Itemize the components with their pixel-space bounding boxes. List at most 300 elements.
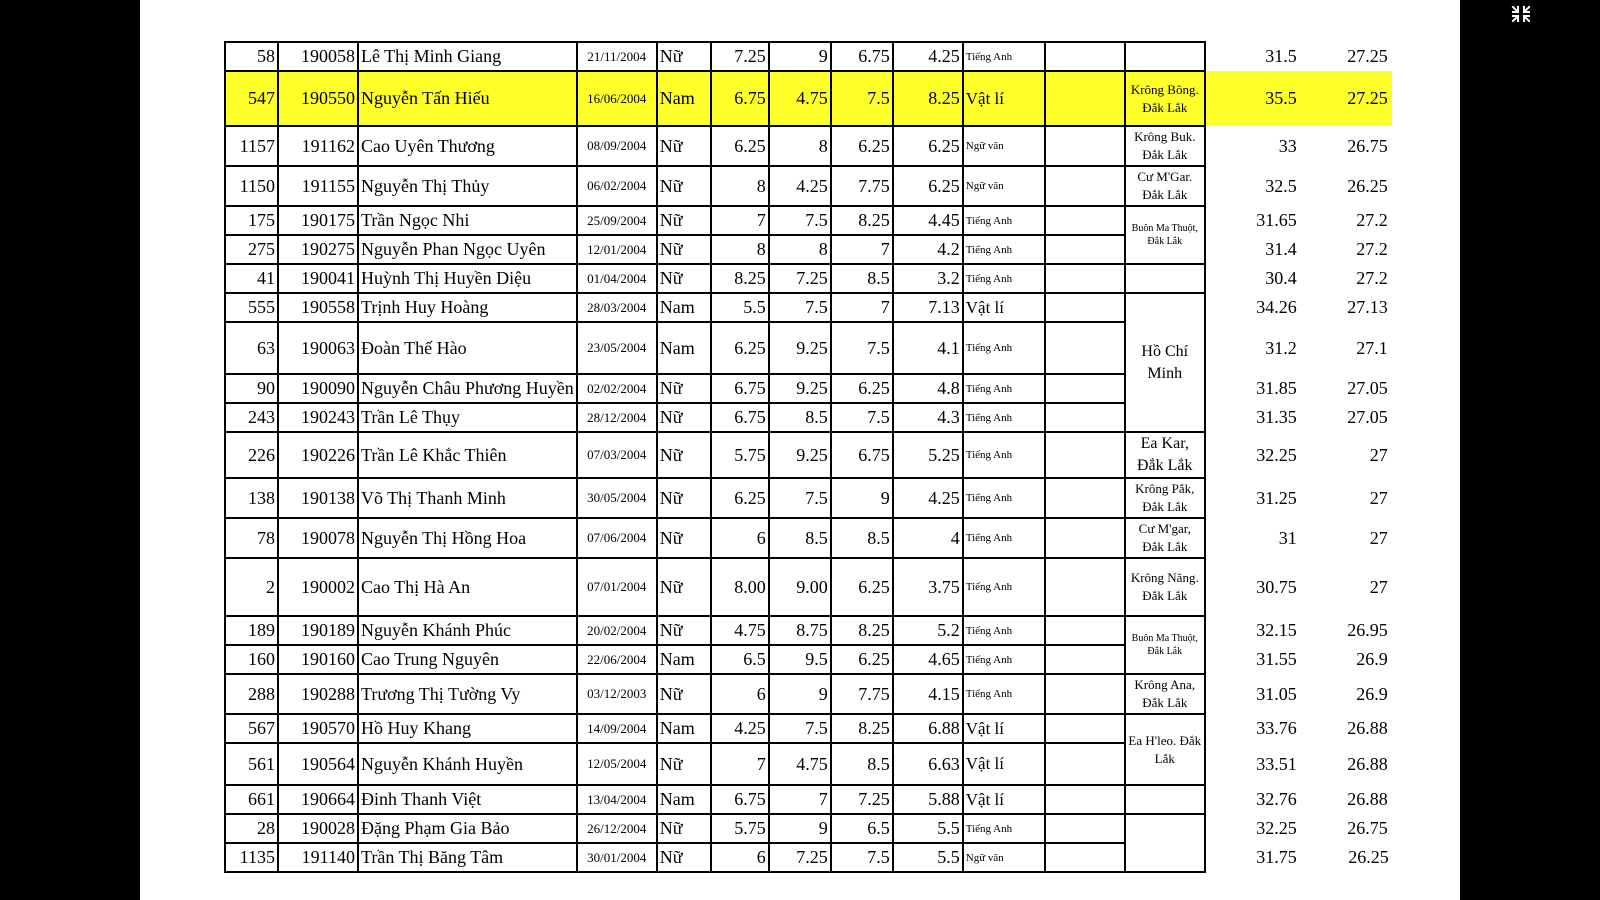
student-name-cell: Lê Thị Minh Giang bbox=[358, 42, 577, 71]
student-name-cell: Trần Lê Thụy bbox=[358, 403, 577, 432]
hometown-cell: Krông Năng. Đắk Lắk bbox=[1125, 558, 1205, 616]
table-row bbox=[225, 264, 1393, 293]
note-cell bbox=[1045, 206, 1125, 235]
rank-cell: 1150 bbox=[225, 166, 278, 206]
student-name-cell: Nguyễn Thị Hồng Hoa bbox=[358, 518, 577, 558]
student-name-cell: Đinh Thanh Việt bbox=[358, 785, 577, 814]
elective-subject-cell: Tiếng Anh bbox=[963, 518, 1045, 558]
gender-cell: Nữ bbox=[657, 206, 711, 235]
hometown-cell bbox=[1125, 814, 1205, 872]
table-row bbox=[225, 674, 1393, 714]
score-1-cell: 8 bbox=[711, 235, 769, 264]
elective-subject-cell: Tiếng Anh bbox=[963, 645, 1045, 674]
average-score-cell: 26.25 bbox=[1347, 175, 1388, 196]
table-row bbox=[225, 293, 1393, 322]
score-3-cell: 6.25 bbox=[831, 374, 893, 403]
birth-date-cell: 12/01/2004 bbox=[577, 235, 657, 264]
table-row bbox=[225, 616, 1393, 645]
score-1-cell: 6.25 bbox=[711, 478, 769, 518]
score-4-cell: 4.25 bbox=[893, 42, 963, 71]
student-id-cell: 190058 bbox=[278, 42, 358, 71]
average-score-cell: 27.25 bbox=[1315, 71, 1393, 126]
score-3-cell: 7.5 bbox=[831, 843, 893, 872]
score-1-cell: 6.5 bbox=[711, 645, 769, 674]
score-2-cell: 9.25 bbox=[769, 374, 831, 403]
rank-cell: 243 bbox=[225, 403, 278, 432]
score-1-cell: 7 bbox=[711, 206, 769, 235]
elective-subject-cell: Vật lí bbox=[963, 743, 1045, 785]
score-2-cell: 9 bbox=[769, 674, 831, 714]
score-3-cell: 6.75 bbox=[831, 432, 893, 478]
score-3-cell: 8.5 bbox=[831, 264, 893, 293]
score-1-cell: 6.75 bbox=[711, 403, 769, 432]
table-row bbox=[225, 432, 1393, 478]
student-name-cell: Võ Thị Thanh Minh bbox=[358, 478, 577, 518]
score-3-cell: 7.5 bbox=[831, 322, 893, 374]
student-name-cell: Nguyễn Khánh Huyền bbox=[358, 743, 577, 785]
average-score-cell: 27.05 bbox=[1347, 407, 1388, 427]
note-cell bbox=[1045, 374, 1125, 403]
total-score-cell: 31.4 bbox=[1205, 235, 1315, 264]
note-cell bbox=[1045, 478, 1125, 518]
rank-cell: 661 bbox=[225, 785, 278, 814]
student-name-cell: Nguyễn Tấn Hiếu bbox=[358, 71, 577, 126]
score-3-cell: 7.75 bbox=[831, 166, 893, 206]
total-score-cell: 32.76 bbox=[1205, 785, 1315, 814]
gender-cell: Nam bbox=[657, 645, 711, 674]
student-name-cell: Nguyễn Châu Phương Huyền bbox=[358, 374, 577, 403]
gender-cell: Nữ bbox=[657, 843, 711, 872]
total-score-cell: 31.65 bbox=[1205, 206, 1315, 235]
birth-date-cell: 03/12/2003 bbox=[577, 674, 657, 714]
gender-cell: Nữ bbox=[657, 42, 711, 71]
student-id-cell: 191162 bbox=[278, 126, 358, 166]
score-2-cell: 9 bbox=[769, 814, 831, 843]
student-name-cell: Cao Uyên Thương bbox=[358, 126, 577, 166]
rank-cell: 138 bbox=[225, 478, 278, 518]
student-id-cell: 190558 bbox=[278, 293, 358, 322]
total-score-cell: 31.05 bbox=[1205, 674, 1315, 714]
rank-cell: 547 bbox=[225, 71, 278, 126]
score-1-cell: 5.5 bbox=[711, 293, 769, 322]
student-id-cell: 190002 bbox=[278, 558, 358, 616]
table-row bbox=[225, 42, 1393, 71]
elective-subject-cell: Vật lí bbox=[963, 714, 1045, 743]
table-row bbox=[225, 785, 1393, 814]
rank-cell: 28 bbox=[225, 814, 278, 843]
average-score-cell: 26.9 bbox=[1356, 683, 1388, 704]
elective-subject-cell: Vật lí bbox=[963, 293, 1045, 322]
gender-cell: Nữ bbox=[657, 235, 711, 264]
table-row bbox=[225, 206, 1393, 235]
table-row bbox=[225, 403, 1393, 432]
note-cell bbox=[1045, 322, 1125, 374]
score-1-cell: 6.75 bbox=[711, 785, 769, 814]
student-id-cell: 191155 bbox=[278, 166, 358, 206]
student-name-cell: Đặng Phạm Gia Bảo bbox=[358, 814, 577, 843]
hometown-cell: Cư M'Gar. Đắk Lắk bbox=[1125, 166, 1205, 206]
elective-subject-cell: Tiếng Anh bbox=[963, 616, 1045, 645]
score-3-cell: 7.5 bbox=[831, 71, 893, 126]
table-row bbox=[225, 714, 1393, 743]
gender-cell: Nữ bbox=[657, 126, 711, 166]
gender-cell: Nữ bbox=[657, 616, 711, 645]
results-table bbox=[224, 41, 1394, 873]
rank-cell: 90 bbox=[225, 374, 278, 403]
total-score-cell: 32.15 bbox=[1205, 616, 1315, 645]
elective-subject-cell: Tiếng Anh bbox=[963, 478, 1045, 518]
score-1-cell: 8.00 bbox=[711, 558, 769, 616]
average-score-cell: 26.75 bbox=[1347, 818, 1388, 838]
score-2-cell: 7.25 bbox=[769, 264, 831, 293]
rank-cell: 63 bbox=[225, 322, 278, 374]
hometown-cell bbox=[1125, 785, 1205, 814]
note-cell bbox=[1045, 71, 1125, 126]
average-score-cell: 26.9 bbox=[1356, 649, 1388, 669]
total-score-cell: 32.25 bbox=[1205, 432, 1315, 478]
hometown-cell bbox=[1125, 42, 1205, 71]
note-cell bbox=[1045, 616, 1125, 645]
score-2-cell: 7.5 bbox=[769, 206, 831, 235]
score-2-cell: 4.25 bbox=[769, 166, 831, 206]
rank-cell: 555 bbox=[225, 293, 278, 322]
birth-date-cell: 28/03/2004 bbox=[577, 293, 657, 322]
birth-date-cell: 07/01/2004 bbox=[577, 558, 657, 616]
rank-cell: 1157 bbox=[225, 126, 278, 166]
average-score-cell: 26.88 bbox=[1347, 789, 1388, 809]
birth-date-cell: 01/04/2004 bbox=[577, 264, 657, 293]
average-score-cell: 27.13 bbox=[1347, 297, 1388, 317]
document-page bbox=[140, 0, 1460, 900]
hometown-cell: Cư M'gar, Đắk Lắk bbox=[1125, 518, 1205, 558]
score-4-cell: 4.2 bbox=[893, 235, 963, 264]
elective-subject-cell: Vật lí bbox=[963, 71, 1045, 126]
score-2-cell: 8.75 bbox=[769, 616, 831, 645]
student-name-cell: Hồ Huy Khang bbox=[358, 714, 577, 743]
student-name-cell: Đoàn Thế Hào bbox=[358, 322, 577, 374]
score-4-cell: 7.13 bbox=[893, 293, 963, 322]
score-1-cell: 6 bbox=[711, 843, 769, 872]
score-3-cell: 6.25 bbox=[831, 558, 893, 616]
student-id-cell: 190028 bbox=[278, 814, 358, 843]
note-cell bbox=[1045, 785, 1125, 814]
total-score-cell: 31.55 bbox=[1205, 645, 1315, 674]
table-row bbox=[225, 814, 1393, 843]
student-id-cell: 190288 bbox=[278, 674, 358, 714]
note-cell bbox=[1045, 743, 1125, 785]
total-score-cell: 30.4 bbox=[1205, 264, 1315, 293]
note-cell bbox=[1045, 714, 1125, 743]
average-score-cell: 27 bbox=[1369, 576, 1388, 597]
table-row bbox=[225, 478, 1393, 518]
note-cell bbox=[1045, 264, 1125, 293]
total-score-cell: 30.75 bbox=[1205, 558, 1315, 616]
hometown-cell: Ea Kar, Đắk Lắk bbox=[1125, 432, 1205, 478]
total-score-cell: 33.76 bbox=[1205, 714, 1315, 743]
student-id-cell: 190041 bbox=[278, 264, 358, 293]
note-cell bbox=[1045, 843, 1125, 872]
gender-cell: Nam bbox=[657, 71, 711, 126]
score-2-cell: 8.5 bbox=[769, 403, 831, 432]
score-2-cell: 9.25 bbox=[769, 432, 831, 478]
score-4-cell: 5.25 bbox=[893, 432, 963, 478]
rank-cell: 58 bbox=[225, 42, 278, 71]
student-name-cell: Trần Ngọc Nhi bbox=[358, 206, 577, 235]
total-score-cell: 33.51 bbox=[1205, 743, 1315, 785]
student-name-cell: Huỳnh Thị Huyền Diệu bbox=[358, 264, 577, 293]
student-name-cell: Cao Trung Nguyên bbox=[358, 645, 577, 674]
score-4-cell: 4.3 bbox=[893, 403, 963, 432]
score-1-cell: 4.25 bbox=[711, 714, 769, 743]
student-name-cell: Cao Thị Hà An bbox=[358, 558, 577, 616]
average-score-cell: 26.95 bbox=[1347, 620, 1388, 640]
score-1-cell: 8.25 bbox=[711, 264, 769, 293]
student-name-cell: Trần Lê Khắc Thiên bbox=[358, 432, 577, 478]
table-row bbox=[225, 558, 1393, 616]
score-1-cell: 6.25 bbox=[711, 126, 769, 166]
table-row bbox=[225, 322, 1393, 374]
score-2-cell: 7 bbox=[769, 785, 831, 814]
table-row bbox=[225, 235, 1393, 264]
birth-date-cell: 30/01/2004 bbox=[577, 843, 657, 872]
note-cell bbox=[1045, 42, 1125, 71]
student-name-cell: Trần Thị Băng Tâm bbox=[358, 843, 577, 872]
score-4-cell: 5.5 bbox=[893, 814, 963, 843]
total-score-cell: 31.2 bbox=[1205, 322, 1315, 374]
table-row bbox=[225, 645, 1393, 674]
score-3-cell: 6.25 bbox=[831, 645, 893, 674]
score-4-cell: 3.75 bbox=[893, 558, 963, 616]
score-1-cell: 6.75 bbox=[711, 374, 769, 403]
total-score-cell: 35.5 bbox=[1205, 71, 1315, 126]
note-cell bbox=[1045, 674, 1125, 714]
score-2-cell: 8.5 bbox=[769, 518, 831, 558]
score-4-cell: 5.5 bbox=[893, 843, 963, 872]
average-score-cell: 27 bbox=[1369, 527, 1388, 548]
student-name-cell: Trương Thị Tường Vy bbox=[358, 674, 577, 714]
note-cell bbox=[1045, 166, 1125, 206]
hometown-cell: Krông Bông. Đắk Lắk bbox=[1125, 71, 1205, 126]
score-3-cell: 6.75 bbox=[831, 42, 893, 71]
note-cell bbox=[1045, 235, 1125, 264]
student-id-cell: 190226 bbox=[278, 432, 358, 478]
elective-subject-cell: Ngữ văn bbox=[963, 843, 1045, 872]
score-2-cell: 7.25 bbox=[769, 843, 831, 872]
score-4-cell: 6.25 bbox=[893, 166, 963, 206]
score-4-cell: 4.65 bbox=[893, 645, 963, 674]
score-1-cell: 4.75 bbox=[711, 616, 769, 645]
score-2-cell: 7.5 bbox=[769, 478, 831, 518]
student-id-cell: 190175 bbox=[278, 206, 358, 235]
score-1-cell: 6 bbox=[711, 674, 769, 714]
score-4-cell: 4.8 bbox=[893, 374, 963, 403]
elective-subject-cell: Tiếng Anh bbox=[963, 235, 1045, 264]
elective-subject-cell: Vật lí bbox=[963, 785, 1045, 814]
note-cell bbox=[1045, 432, 1125, 478]
birth-date-cell: 14/09/2004 bbox=[577, 714, 657, 743]
elective-subject-cell: Tiếng Anh bbox=[963, 322, 1045, 374]
student-id-cell: 190078 bbox=[278, 518, 358, 558]
note-cell bbox=[1045, 403, 1125, 432]
gender-cell: Nữ bbox=[657, 374, 711, 403]
elective-subject-cell: Ngữ văn bbox=[963, 126, 1045, 166]
score-1-cell: 8 bbox=[711, 166, 769, 206]
score-4-cell: 4.45 bbox=[893, 206, 963, 235]
score-3-cell: 8.5 bbox=[831, 518, 893, 558]
score-3-cell: 8.25 bbox=[831, 714, 893, 743]
gender-cell: Nữ bbox=[657, 264, 711, 293]
elective-subject-cell: Tiếng Anh bbox=[963, 558, 1045, 616]
score-2-cell: 8 bbox=[769, 126, 831, 166]
average-score-cell: 27.2 bbox=[1356, 239, 1388, 259]
total-score-cell: 34.26 bbox=[1205, 293, 1315, 322]
birth-date-cell: 28/12/2004 bbox=[577, 403, 657, 432]
hometown-cell: Buôn Ma Thuột, Đắk Lắk bbox=[1125, 616, 1205, 674]
score-4-cell: 8.25 bbox=[893, 71, 963, 126]
hometown-cell: Buôn Ma Thuột, Đắk Lắk bbox=[1125, 206, 1205, 264]
birth-date-cell: 23/05/2004 bbox=[577, 322, 657, 374]
gender-cell: Nữ bbox=[657, 432, 711, 478]
birth-date-cell: 13/04/2004 bbox=[577, 785, 657, 814]
note-cell bbox=[1045, 814, 1125, 843]
rank-cell: 226 bbox=[225, 432, 278, 478]
score-4-cell: 6.63 bbox=[893, 743, 963, 785]
table-row bbox=[225, 374, 1393, 403]
score-1-cell: 5.75 bbox=[711, 814, 769, 843]
score-3-cell: 8.25 bbox=[831, 616, 893, 645]
note-cell bbox=[1045, 645, 1125, 674]
gender-cell: Nữ bbox=[657, 558, 711, 616]
total-score-cell: 32.25 bbox=[1205, 814, 1315, 843]
gender-cell: Nữ bbox=[657, 743, 711, 785]
score-2-cell: 9.5 bbox=[769, 645, 831, 674]
elective-subject-cell: Tiếng Anh bbox=[963, 432, 1045, 478]
table-row bbox=[225, 166, 1393, 206]
student-id-cell: 190550 bbox=[278, 71, 358, 126]
birth-date-cell: 02/02/2004 bbox=[577, 374, 657, 403]
student-name-cell: Trịnh Huy Hoàng bbox=[358, 293, 577, 322]
score-4-cell: 6.88 bbox=[893, 714, 963, 743]
score-3-cell: 7.5 bbox=[831, 403, 893, 432]
birth-date-cell: 16/06/2004 bbox=[577, 71, 657, 126]
gender-cell: Nữ bbox=[657, 518, 711, 558]
hometown-cell: Ea H'leo. Đắk Lắk bbox=[1125, 714, 1205, 785]
score-1-cell: 6.25 bbox=[711, 322, 769, 374]
score-4-cell: 4 bbox=[893, 518, 963, 558]
elective-subject-cell: Tiếng Anh bbox=[963, 42, 1045, 71]
score-3-cell: 9 bbox=[831, 478, 893, 518]
total-score-cell: 31.25 bbox=[1205, 478, 1315, 518]
elective-subject-cell: Tiếng Anh bbox=[963, 374, 1045, 403]
note-cell bbox=[1045, 126, 1125, 166]
rank-cell: 160 bbox=[225, 645, 278, 674]
gender-cell: Nam bbox=[657, 785, 711, 814]
score-1-cell: 6.75 bbox=[711, 71, 769, 126]
score-2-cell: 4.75 bbox=[769, 743, 831, 785]
collapse-icon[interactable] bbox=[1508, 2, 1534, 26]
birth-date-cell: 25/09/2004 bbox=[577, 206, 657, 235]
student-name-cell: Nguyễn Khánh Phúc bbox=[358, 616, 577, 645]
gender-cell: Nam bbox=[657, 714, 711, 743]
elective-subject-cell: Ngữ văn bbox=[963, 166, 1045, 206]
rank-cell: 175 bbox=[225, 206, 278, 235]
score-1-cell: 5.75 bbox=[711, 432, 769, 478]
elective-subject-cell: Tiếng Anh bbox=[963, 206, 1045, 235]
table-row bbox=[225, 71, 1393, 126]
score-2-cell: 7.5 bbox=[769, 293, 831, 322]
student-id-cell: 191140 bbox=[278, 843, 358, 872]
score-3-cell: 8.5 bbox=[831, 743, 893, 785]
score-4-cell: 6.25 bbox=[893, 126, 963, 166]
note-cell bbox=[1045, 558, 1125, 616]
average-score-cell: 26.75 bbox=[1347, 135, 1388, 156]
gender-cell: Nữ bbox=[657, 403, 711, 432]
gender-cell: Nữ bbox=[657, 814, 711, 843]
birth-date-cell: 30/05/2004 bbox=[577, 478, 657, 518]
total-score-cell: 33 bbox=[1205, 126, 1315, 166]
rank-cell: 561 bbox=[225, 743, 278, 785]
gender-cell: Nam bbox=[657, 322, 711, 374]
table-row bbox=[225, 518, 1393, 558]
student-id-cell: 190160 bbox=[278, 645, 358, 674]
hometown-cell bbox=[1125, 264, 1205, 293]
score-4-cell: 4.15 bbox=[893, 674, 963, 714]
rank-cell: 78 bbox=[225, 518, 278, 558]
gender-cell: Nữ bbox=[657, 166, 711, 206]
score-1-cell: 6 bbox=[711, 518, 769, 558]
average-score-cell: 26.88 bbox=[1347, 753, 1388, 774]
score-3-cell: 7 bbox=[831, 293, 893, 322]
total-score-cell: 31 bbox=[1205, 518, 1315, 558]
elective-subject-cell: Tiếng Anh bbox=[963, 814, 1045, 843]
student-id-cell: 190570 bbox=[278, 714, 358, 743]
birth-date-cell: 08/09/2004 bbox=[577, 126, 657, 166]
rank-cell: 567 bbox=[225, 714, 278, 743]
total-score-cell: 31.5 bbox=[1205, 42, 1315, 71]
student-id-cell: 190664 bbox=[278, 785, 358, 814]
student-id-cell: 190564 bbox=[278, 743, 358, 785]
student-id-cell: 190243 bbox=[278, 403, 358, 432]
student-id-cell: 190189 bbox=[278, 616, 358, 645]
note-cell bbox=[1045, 518, 1125, 558]
gender-cell: Nam bbox=[657, 293, 711, 322]
score-3-cell: 8.25 bbox=[831, 206, 893, 235]
birth-date-cell: 07/03/2004 bbox=[577, 432, 657, 478]
gender-cell: Nữ bbox=[657, 478, 711, 518]
average-score-cell: 27 bbox=[1369, 487, 1388, 508]
note-cell bbox=[1045, 293, 1125, 322]
score-4-cell: 3.2 bbox=[893, 264, 963, 293]
hometown-cell: Krông Pắk, Đắk Lắk bbox=[1125, 478, 1205, 518]
total-score-cell: 31.35 bbox=[1205, 403, 1315, 432]
average-score-cell: 27.05 bbox=[1347, 378, 1388, 398]
table-row bbox=[225, 743, 1393, 785]
score-2-cell: 9.00 bbox=[769, 558, 831, 616]
student-id-cell: 190063 bbox=[278, 322, 358, 374]
rank-cell: 275 bbox=[225, 235, 278, 264]
rank-cell: 189 bbox=[225, 616, 278, 645]
score-2-cell: 9 bbox=[769, 42, 831, 71]
score-4-cell: 5.88 bbox=[893, 785, 963, 814]
table-row bbox=[225, 126, 1393, 166]
average-score-cell: 27.2 bbox=[1356, 268, 1388, 288]
hometown-cell: Krông Ana, Đắk Lắk bbox=[1125, 674, 1205, 714]
score-1-cell: 7 bbox=[711, 743, 769, 785]
student-id-cell: 190275 bbox=[278, 235, 358, 264]
total-score-cell: 32.5 bbox=[1205, 166, 1315, 206]
student-id-cell: 190138 bbox=[278, 478, 358, 518]
hometown-cell: Krông Buk. Đắk Lắk bbox=[1125, 126, 1205, 166]
